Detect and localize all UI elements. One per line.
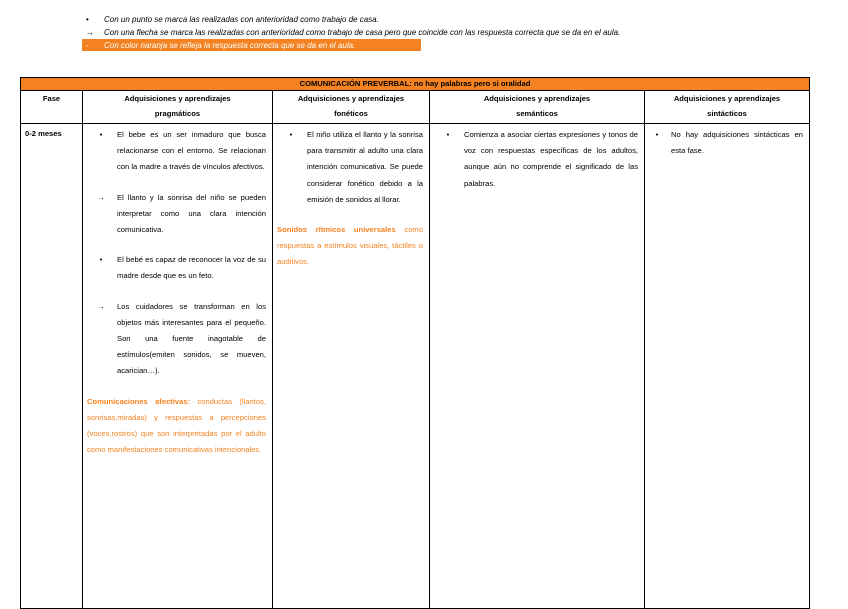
header-sintacticos-text: Adquisiciones y aprendizajes sintácticos: [673, 94, 781, 118]
table-row: [21, 124, 810, 609]
bullet-icon: •: [446, 130, 450, 139]
list-item-text: Los cuidadores se transforman en los objetos más interesantes para el pequeño. Son una fuente inagotable de estímulos(emiten sonidos, se mueven, acarician…).: [117, 301, 266, 376]
list-item: [83, 127, 272, 176]
pragmaticos-orange-note: [83, 394, 272, 459]
dash-icon: -: [86, 40, 89, 50]
legend-text: Con un punto se marca las realizadas con anterioridad como trabajo de casa.: [104, 15, 379, 24]
arrow-right-icon: →: [97, 192, 105, 202]
bullet-icon: •: [99, 130, 103, 139]
header-pragmaticos: [83, 91, 273, 124]
header-pragmaticos-text: Adquisiciones y aprendizajes pragmáticos: [124, 94, 231, 118]
header-semanticos-text: Adquisiciones y aprendizajes semánticos: [483, 94, 591, 118]
pragmaticos-cell: [83, 124, 273, 609]
legend-row-orange: [82, 39, 421, 51]
comunicacion-preverbal-table: [20, 77, 810, 609]
list-item-text: El niño utiliza el llanto y la sonrisa para transmitir al adulto una clara intención comunicativa. Se puede considerar fonético debido a la emisión de sonidos al llorar.: [307, 130, 423, 204]
header-sintacticos: [645, 91, 810, 124]
list-item-text: El bebé es capaz de reconocer la voz de su madre desde que es un feto.: [117, 255, 266, 281]
list-item-text: No hay adquisiciones sintácticas en esta fase.: [671, 130, 804, 156]
sintacticos-cell: [645, 124, 810, 609]
legend-text: Con una flecha se marca las realizadas con anterioridad como trabajo de casa pero que coincide con las respuesta correcta que se da en el aula.: [104, 28, 621, 37]
list-item: [645, 127, 809, 159]
header-foneticos-text: Adquisiciones y aprendizajes fonéticos: [297, 94, 405, 118]
legend-row-arrow: [86, 26, 620, 39]
bullet-icon: •: [289, 130, 293, 139]
bullet-icon: •: [86, 15, 89, 24]
fase-cell: 0-2 meses: [21, 124, 83, 609]
note-text: conductas (llantos, sonrisas,miradas) y respuestas a percepciones (voces,rostros) que son interpretadas por el adulto como manifestaciones comunicativas intencionales.: [87, 396, 266, 455]
bullet-icon: •: [655, 130, 659, 139]
arrow-right-icon: →: [86, 28, 94, 37]
bullet-icon: •: [99, 255, 103, 265]
foneticos-orange-note: [273, 222, 429, 271]
list-item: [430, 127, 644, 192]
list-item: [83, 190, 272, 239]
header-foneticos: [273, 91, 430, 124]
list-item-text: El llanto y la sonrisa del niño se pueden interpretar como una clara intención comunicativa.: [117, 192, 266, 235]
list-item: [83, 252, 272, 284]
legend-text: Con color naranja se refleja la respuesta correcta que se da en el aula.: [104, 40, 356, 50]
header-fase-text: Fase: [42, 94, 61, 103]
note-bold: Comunicaciones afectivas:: [87, 396, 191, 406]
list-item: [273, 127, 429, 208]
header-fase: [21, 91, 83, 124]
list-item-text: El bebe es un ser inmaduro que busca relacionarse con el entorno. Se relacionan con la madre a través de vínculos afectivos.: [117, 130, 266, 172]
arrow-right-icon: →: [97, 301, 105, 311]
semanticos-cell: [430, 124, 645, 609]
legend: [86, 13, 620, 51]
note-text: como respuestas a estímulos visuales, táctiles o auditivos.: [277, 225, 423, 267]
note-bold: Sonidos rítmicos universales: [277, 225, 396, 235]
legend-row-bullet: [86, 13, 620, 26]
header-semanticos: [430, 91, 645, 124]
table-title: COMUNICACIÓN PREVERBAL: no hay palabras pero si oralidad: [21, 78, 810, 91]
list-item: [83, 299, 272, 380]
foneticos-cell: [273, 124, 430, 609]
list-item-text: Comienza a asociar ciertas expresiones y tonos de voz con respuestas específicas de los adultos, aunque aún no comprende el significado de las palabras.: [464, 130, 638, 188]
